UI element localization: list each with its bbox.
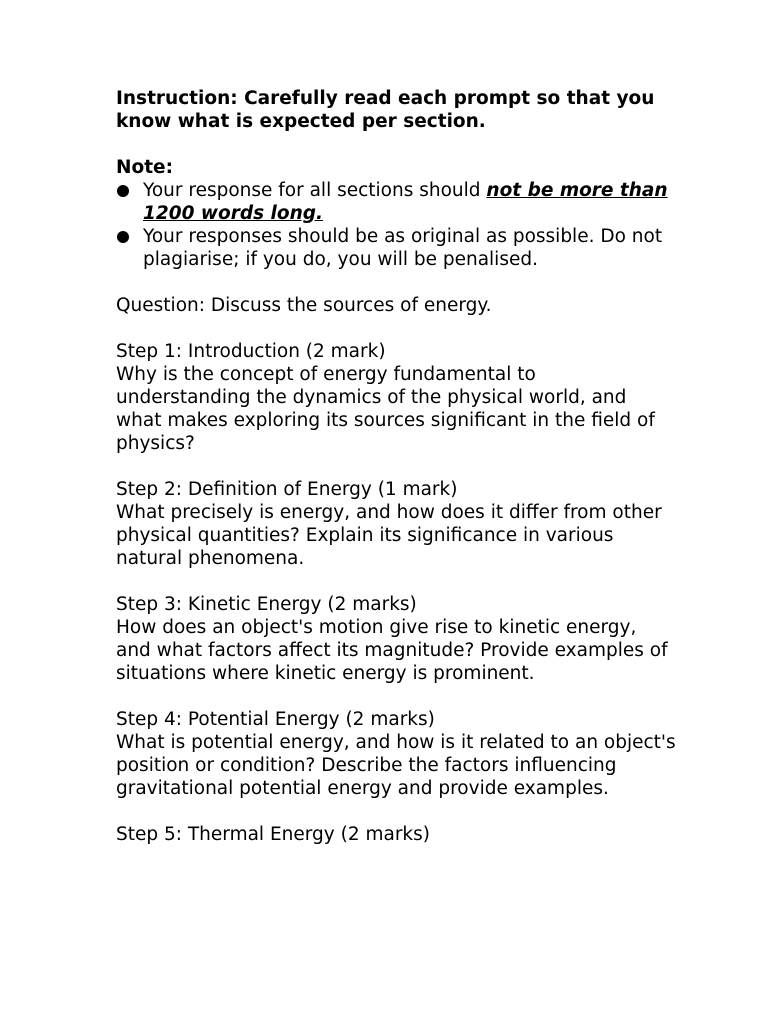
instruction-text: Instruction: Carefully read each prompt so that you know what is expected per section. [116,88,655,132]
step-title: Step 5: Thermal Energy (2 marks) [116,824,431,845]
step-title: Step 3: Kinetic Energy (2 marks) [116,594,417,615]
step-title: Step 2: Definition of Energy (1 mark) [116,479,458,500]
step-section [116,708,676,800]
step-section [116,823,676,846]
note-emphasis: not be more than 1200 words long. [143,180,668,224]
note-item [116,179,676,225]
step-body: What precisely is energy, and how does it differ from other physical quantities? Explain its significance in various natural phenomena. [116,502,662,569]
note-item [116,225,676,271]
step-title: Step 1: Introduction (2 mark) [116,341,386,362]
note-text: Your responses should be as original as possible. Do not plagiarise; if you do, you will be penalised. [143,226,663,270]
step-body: Why is the concept of energy fundamental to understanding the dynamics of the physical world, and what makes exploring its sources significant in the field of physics? [116,364,655,454]
document-page [116,87,676,869]
note-list [116,179,676,271]
step-section [116,478,676,570]
note-text: Your response for all sections should [143,180,487,201]
step-body: What is potential energy, and how is it related to an object's position or condition? Describe the factors influencing gravitational potential energy and provide examples. [116,732,676,799]
step-title: Step 4: Potential Energy (2 marks) [116,709,435,730]
step-section [116,340,676,455]
question-text: Question: Discuss the sources of energy. [116,295,492,316]
note-heading: Note: [116,157,173,178]
step-section [116,593,676,685]
step-body: How does an object's motion give rise to kinetic energy, and what factors affect its magnitude? Provide examples of situations where kinetic energy is prominent. [116,617,668,684]
bullet-icon [117,231,129,243]
bullet-icon [117,185,129,197]
